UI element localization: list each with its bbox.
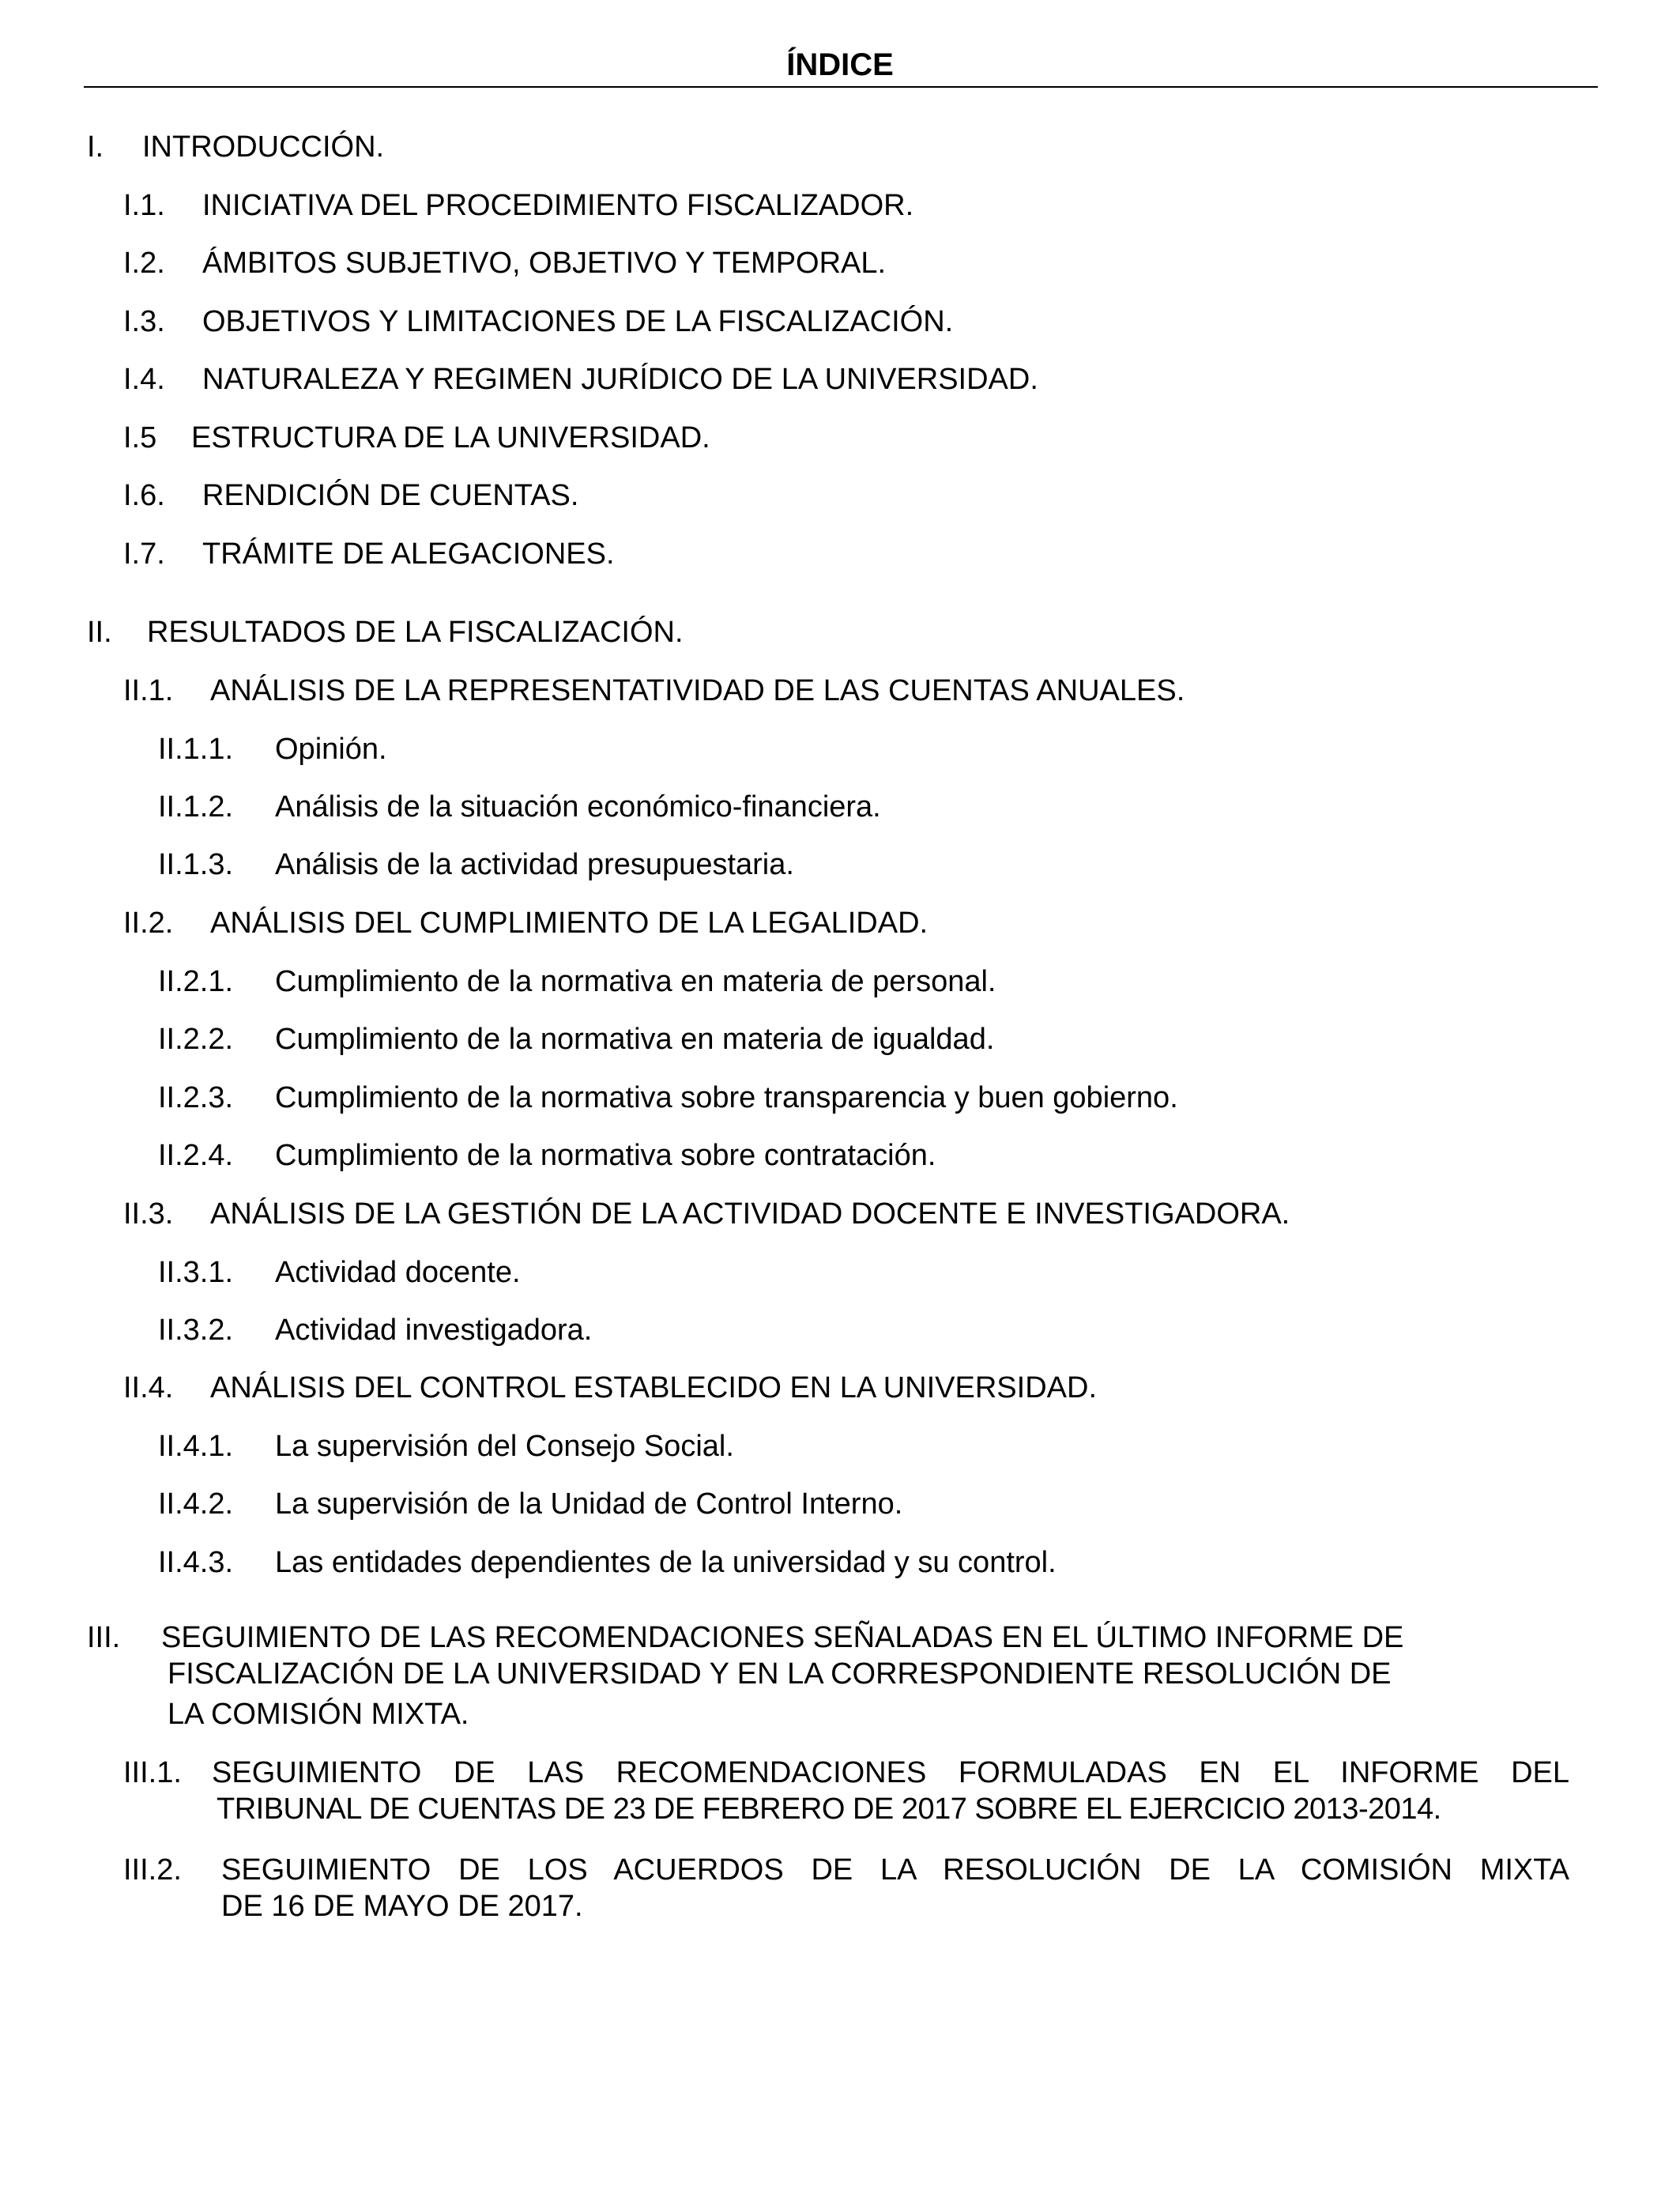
- toc-entry-text: ANÁLISIS DEL CUMPLIMIENTO DE LA LEGALIDAD.: [210, 907, 929, 940]
- toc-entry-number: II.4.1.: [158, 1430, 234, 1463]
- toc-entry-number: II.1.: [123, 674, 174, 707]
- toc-entry-III[interactable]: [87, 1619, 1573, 1730]
- toc-entry-text: [221, 1852, 1569, 1924]
- toc-entry-number: I.2.: [123, 247, 165, 280]
- toc-entry-text: Análisis de la actividad presupuestaria.: [275, 848, 794, 881]
- toc-entry-number: II.2.2.: [158, 1023, 234, 1056]
- toc-entry-number: II.1.1.: [158, 733, 234, 766]
- toc-entry-text: NATURALEZA Y REGIMEN JURÍDICO DE LA UNIVERSIDAD.: [202, 363, 1038, 396]
- toc-entry-text-line: SEGUIMIENTO DE LAS RECOMENDACIONES FORMULADAS EN EL INFORME DEL: [212, 1756, 1569, 1789]
- toc-entry-text: La supervisión de la Unidad de Control Interno.: [275, 1487, 903, 1521]
- toc-entry-text: Cumplimiento de la normativa en materia de personal.: [275, 965, 996, 998]
- toc-entry-text: ESTRUCTURA DE LA UNIVERSIDAD.: [191, 421, 710, 454]
- toc-entry-text: TRÁMITE DE ALEGACIONES.: [202, 537, 615, 571]
- toc-entry-number: III.: [87, 1621, 121, 1654]
- toc-entry-text: ANÁLISIS DE LA REPRESENTATIVIDAD DE LAS CUENTAS ANUALES.: [210, 674, 1185, 707]
- toc-entry-number: II.2.: [123, 907, 174, 940]
- toc-entry-number: III.2.: [123, 1853, 182, 1887]
- toc-entry-text: INTRODUCCIÓN.: [142, 130, 385, 164]
- toc-entry-number: I.4.: [123, 363, 165, 396]
- toc-entry-text: ANÁLISIS DEL CONTROL ESTABLECIDO EN LA UNIVERSIDAD.: [210, 1371, 1098, 1404]
- toc-entry-text-line: SEGUIMIENTO DE LAS RECOMENDACIONES SEÑALADAS EN EL ÚLTIMO INFORME DE: [161, 1621, 1404, 1654]
- toc-entry-number: I.7.: [123, 537, 165, 571]
- toc-entry-number: II.: [87, 616, 112, 649]
- toc-entry-text: Análisis de la situación económico-financiera.: [275, 790, 881, 824]
- toc-entry-number: II.3.: [123, 1197, 174, 1231]
- title-divider: [84, 86, 1598, 88]
- toc-entry-text: INICIATIVA DEL PROCEDIMIENTO FISCALIZADOR.: [202, 189, 914, 222]
- toc-entry-III-2[interactable]: [123, 1852, 1569, 1931]
- toc-entry-number: III.1.: [123, 1756, 182, 1789]
- toc-entry-number: II.3.1.: [158, 1256, 234, 1289]
- toc-entry-number: I.5: [123, 421, 157, 454]
- toc-entry-text: Las entidades dependientes de la universidad y su control.: [275, 1546, 1057, 1579]
- toc-entry-number: I.3.: [123, 305, 165, 338]
- toc-entry-number: II.2.4.: [158, 1139, 234, 1172]
- toc-entry-number: II.4.2.: [158, 1487, 234, 1521]
- toc-entry-text-line: LA COMISIÓN MIXTA.: [168, 1698, 469, 1731]
- toc-entry-text-line: SEGUIMIENTO DE LOS ACUERDOS DE LA RESOLUCIÓN DE LA COMISIÓN MIXTA: [221, 1853, 1569, 1887]
- toc-entry-number: II.3.2.: [158, 1314, 234, 1347]
- toc-entry-text: Cumplimiento de la normativa sobre contratación.: [275, 1139, 936, 1172]
- toc-entry-text: Actividad investigadora.: [275, 1314, 593, 1347]
- toc-entry-text: Actividad docente.: [275, 1256, 521, 1289]
- toc-entry-text: [161, 1619, 1573, 1732]
- toc-entry-text: ÁMBITOS SUBJETIVO, OBJETIVO Y TEMPORAL.: [202, 247, 887, 280]
- toc-entry-text-line: DE 16 DE MAYO DE 2017.: [221, 1890, 583, 1923]
- toc-entry-number: II.4.3.: [158, 1546, 234, 1579]
- toc-entry-number: II.2.3.: [158, 1081, 234, 1114]
- toc-entry-number: I.1.: [123, 189, 165, 222]
- toc-entry-text: RENDICIÓN DE CUENTAS.: [202, 479, 579, 512]
- toc-entry-text: La supervisión del Consejo Social.: [275, 1430, 734, 1463]
- toc-entry-text: Opinión.: [275, 733, 387, 766]
- toc-entry-text: OBJETIVOS Y LIMITACIONES DE LA FISCALIZACIÓN.: [202, 305, 954, 338]
- toc-entry-text-line: TRIBUNAL DE CUENTAS DE 23 DE FEBRERO DE 2017 SOBRE EL EJERCICIO 2013-2014.: [217, 1793, 1441, 1826]
- toc-entry-text: Cumplimiento de la normativa en materia de igualdad.: [275, 1023, 995, 1056]
- toc-entry-text: [212, 1755, 1569, 1827]
- toc-entry-text: RESULTADOS DE LA FISCALIZACIÓN.: [147, 616, 684, 649]
- toc-entry-text-line: FISCALIZACIÓN DE LA UNIVERSIDAD Y EN LA CORRESPONDIENTE RESOLUCIÓN DE: [168, 1657, 1392, 1691]
- toc-entry-number: I.6.: [123, 479, 165, 512]
- toc-entry-text: ANÁLISIS DE LA GESTIÓN DE LA ACTIVIDAD DOCENTE E INVESTIGADORA.: [210, 1197, 1290, 1231]
- toc-entry-number: II.4.: [123, 1371, 174, 1404]
- page-title: ÍNDICE: [786, 47, 894, 82]
- toc-entry-text: Cumplimiento de la normativa sobre transparencia y buen gobierno.: [275, 1081, 1178, 1114]
- toc-entry-III-1[interactable]: [123, 1755, 1569, 1834]
- toc-entry-number: I.: [87, 130, 104, 164]
- toc-entry-number: II.2.1.: [158, 965, 234, 998]
- toc-entry-number: II.1.2.: [158, 790, 234, 824]
- toc-entry-number: II.1.3.: [158, 848, 234, 881]
